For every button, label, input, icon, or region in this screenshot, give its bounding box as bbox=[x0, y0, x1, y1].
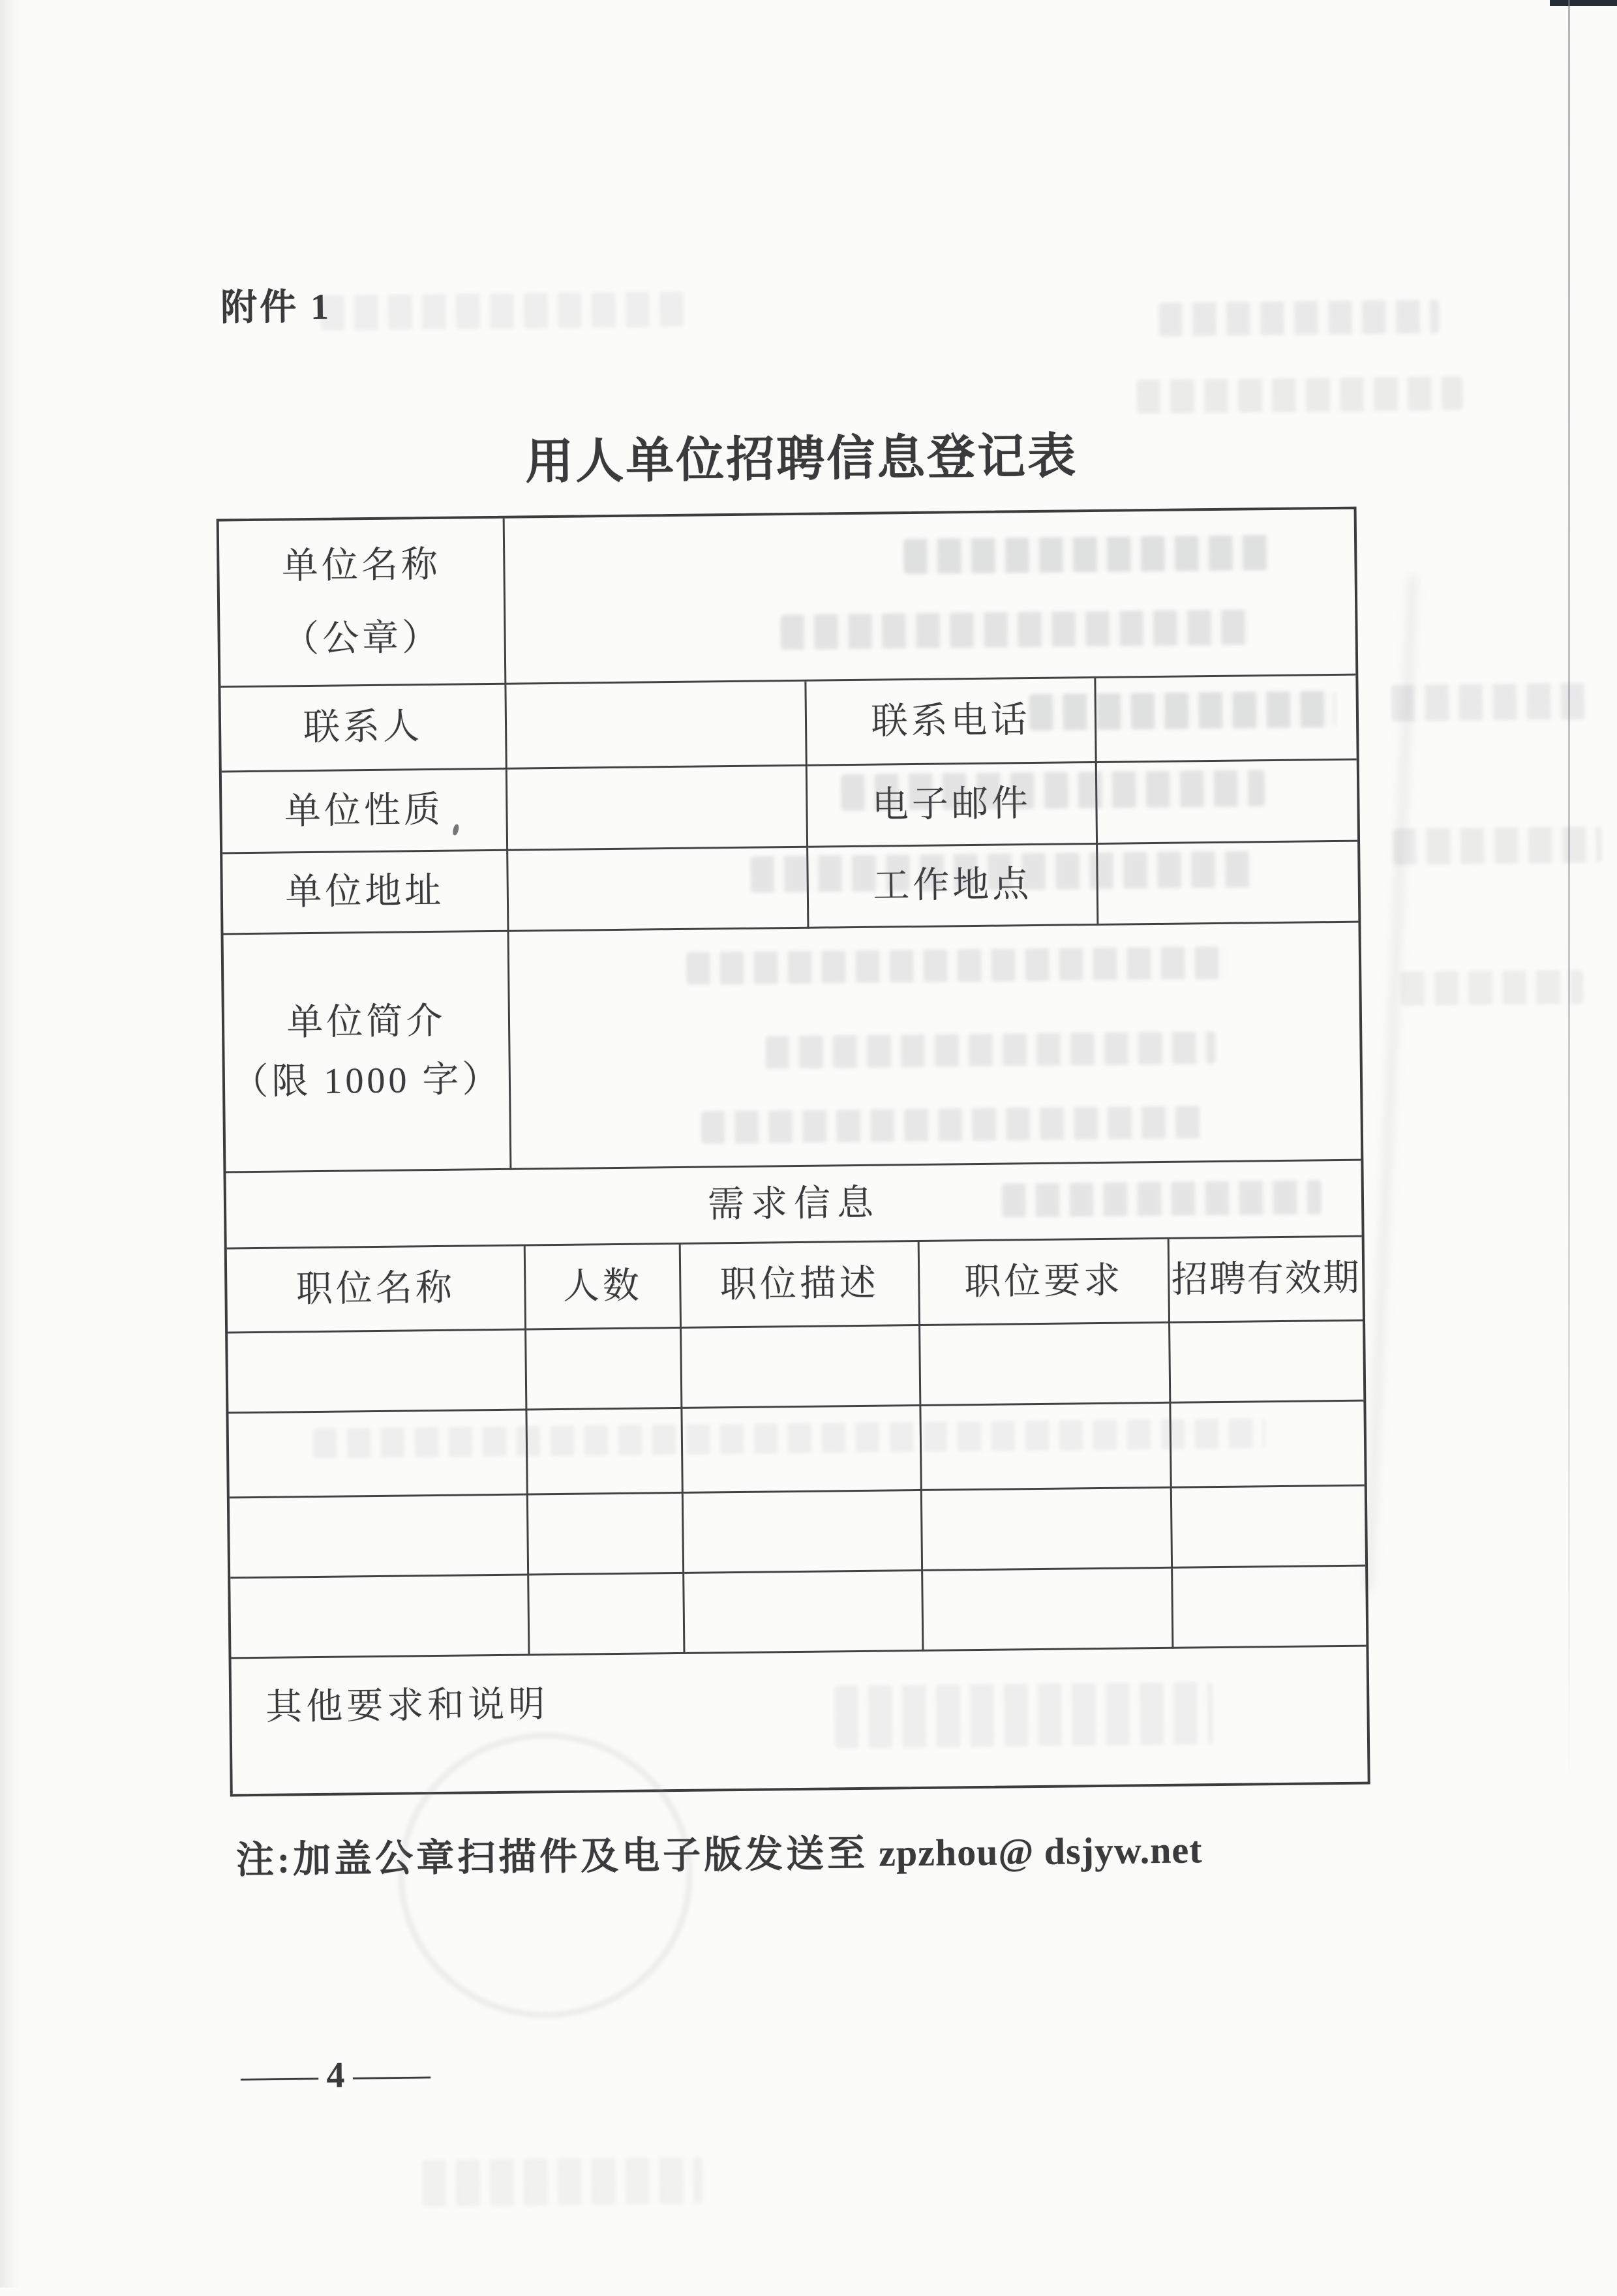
demand-empty-cell bbox=[230, 1575, 530, 1659]
demand-empty-cell bbox=[529, 1574, 685, 1656]
bleedthrough-artifact bbox=[1158, 299, 1440, 337]
phone-label-cell: 联系电话 bbox=[806, 678, 1096, 766]
demand-section-header: 需求信息 bbox=[226, 1161, 1361, 1250]
footer-note-email: zpzhou@ dsjyw.net bbox=[878, 1828, 1203, 1875]
intro-label-line2: （限 1000 字） bbox=[232, 1059, 502, 1103]
demand-empty-cell bbox=[920, 1323, 1171, 1406]
contact-label-cell: 联系人 bbox=[220, 685, 507, 773]
bleedthrough-artifact bbox=[686, 946, 1228, 985]
page-number-value: 4 bbox=[326, 2055, 345, 2096]
bleedthrough-artifact bbox=[1002, 1180, 1322, 1217]
bleedthrough-artifact bbox=[701, 1106, 1203, 1143]
bleedthrough-artifact bbox=[1400, 970, 1584, 1006]
contact-value-cell bbox=[506, 682, 807, 770]
demand-col-header-requirements: 职位要求 bbox=[920, 1239, 1170, 1326]
demand-empty-cell bbox=[528, 1494, 684, 1576]
demand-col-header-validity: 招聘有效期 bbox=[1170, 1237, 1363, 1323]
attachment-label: 附件 1 bbox=[220, 286, 332, 329]
footer-note bbox=[235, 1819, 1203, 1884]
footer-note-text: 注:加盖公章扫描件及电子版发送至 bbox=[235, 1832, 869, 1882]
demand-empty-cell bbox=[1173, 1567, 1366, 1649]
demand-empty-cell bbox=[526, 1329, 682, 1411]
demand-empty-cell bbox=[923, 1569, 1173, 1652]
unit-name-label: 单位名称 bbox=[281, 544, 442, 587]
bleedthrough-artifact bbox=[1391, 683, 1587, 721]
bleedthrough-artifact bbox=[841, 770, 1265, 811]
page-number-dash-left: — bbox=[241, 2055, 318, 2097]
demand-col-header-description: 职位描述 bbox=[681, 1242, 920, 1329]
demand-empty-cell bbox=[1172, 1487, 1365, 1569]
page-number bbox=[241, 2053, 431, 2097]
bleedthrough-artifact bbox=[780, 609, 1250, 650]
email-label-cell: 电子邮件 bbox=[808, 763, 1098, 848]
demand-col-header-position: 职位名称 bbox=[227, 1246, 526, 1333]
page-number-dash-right: — bbox=[353, 2054, 431, 2096]
intro-label-cell bbox=[224, 932, 512, 1173]
demand-empty-cell bbox=[230, 1495, 529, 1578]
bleedthrough-artifact bbox=[834, 1682, 1213, 1748]
demand-empty-cell bbox=[684, 1571, 924, 1654]
intro-label-line1: 单位简介 bbox=[286, 1001, 446, 1044]
seal-bleedthrough-circle bbox=[397, 1731, 695, 2020]
demand-empty-cell bbox=[1170, 1322, 1363, 1404]
bleedthrough-artifact bbox=[750, 851, 1253, 892]
demand-empty-cell bbox=[228, 1330, 527, 1413]
other-requirements-cell: 其他要求和说明 bbox=[265, 1684, 549, 1728]
work-location-label-cell: 工作地点 bbox=[808, 845, 1098, 929]
unit-type-value-cell bbox=[507, 766, 808, 851]
bleedthrough-artifact bbox=[1136, 376, 1463, 414]
demand-empty-cell bbox=[682, 1326, 921, 1409]
bleedthrough-artifact bbox=[903, 535, 1269, 574]
demand-empty-cell bbox=[684, 1491, 923, 1574]
page-title: 用人单位招聘信息登记表 bbox=[524, 430, 1078, 490]
demand-empty-cell bbox=[922, 1488, 1173, 1571]
bleedthrough-artifact bbox=[422, 2157, 703, 2207]
demand-col-header-headcount: 人数 bbox=[526, 1245, 682, 1331]
bleedthrough-artifact bbox=[1029, 691, 1337, 731]
bleedthrough-artifact bbox=[765, 1031, 1216, 1068]
address-label-cell: 单位地址 bbox=[222, 851, 509, 935]
unit-name-seal-label: （公章） bbox=[282, 617, 442, 660]
unit-name-label-cell bbox=[219, 519, 507, 688]
bleedthrough-artifact bbox=[1393, 826, 1602, 865]
bleedthrough-artifact bbox=[320, 292, 686, 331]
unit-type-label-cell: 单位性质 bbox=[222, 770, 508, 854]
